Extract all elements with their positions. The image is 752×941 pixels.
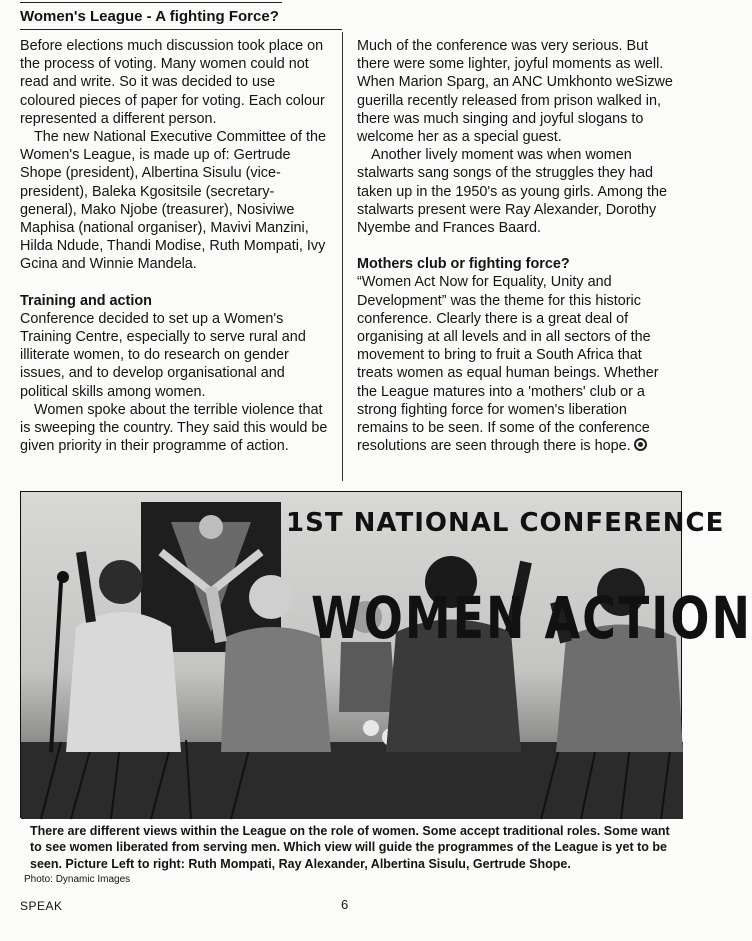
page-number: 6 — [341, 897, 349, 912]
microphone-icon — [57, 571, 69, 583]
banner-title: 1ST NATIONAL CONFERENCE — [286, 508, 725, 538]
paragraph: Another lively moment was when women stalwarts sang songs of the struggles they had taken up in the 1950's as young girls. Among the stalwarts present were Ray Alexander, Dorothy Nyembe and Frances Baard. — [357, 147, 667, 237]
photo-credit: Photo: Dynamic Images — [24, 874, 131, 885]
section-heading: Training and action — [20, 292, 152, 309]
section-heading: Mothers club or fighting force? — [357, 256, 570, 273]
paragraph — [357, 273, 679, 455]
left-column — [20, 37, 328, 455]
photo-caption: There are different views within the League on the role of women. Some accept traditional roles. Some want to see women liberated from serving men. Which view will guide the programmes of the League is yet to be seen. Picture Left to right: Ruth Mompati, Ray Alexander, Albertina Sisulu, Gertrude Shope. — [30, 824, 670, 871]
conference-photo — [20, 491, 752, 818]
paragraph: Much of the conference was very serious. But there were some lighter, joyful moments as well. When Marion Sparg, an ANC Umkhonto weSizwe guerilla recently released from prison walked in, there was much singing and joyful slogans to welcome her as a special guest. — [357, 38, 673, 146]
photo-illustration — [21, 492, 683, 819]
column-divider — [342, 32, 343, 481]
end-of-article-icon — [634, 438, 647, 451]
right-column — [357, 37, 679, 455]
paragraph-text: “Women Act Now for Equality, Unity and Development” was the theme for this historic conference. Clearly there is a great deal of organising at all levels and in all sectors of the movement to bring to fruit a South Africa that treats women as equal human beings. Whether the League matures into a 'mothers' club or a strong fighting force for women's liberation remains to be seen. If some of the conference resolutions are seen through there is hope. — [357, 274, 659, 455]
publication-name: SPEAK — [20, 899, 63, 913]
article-title: Women's League - A fighting Force? — [20, 8, 279, 25]
banner-slogan: WOMEN ACTION — [311, 584, 752, 652]
paragraph: Conference decided to set up a Women's Training Centre, especially to serve rural and illiterate women, to do research on gender issues, and to develop organisational and political skills among women. — [20, 310, 306, 400]
microphone-stand — [51, 582, 61, 752]
top-rule — [20, 2, 282, 3]
title-rule — [20, 29, 342, 30]
paragraph: Before elections much discussion took place on the process of voting. Many women could not read and write. So it was decided to use coloured pieces of paper for voting. Each colour represented a different person. — [20, 38, 325, 127]
paragraph: Women spoke about the terrible violence that is sweeping the country. They said this would be given priority in their programme of action. — [20, 401, 328, 455]
paragraph: The new National Executive Committee of the Women's League, is made up of: Gertrude Shope (president), Albertina Sisulu (vice-president), Baleka Kgositsile (secretary-general), Mako Njobe (treasurer), Nosiviwe Maphisa (national organiser), Mavivi Manzini, Hilda Ndude, Thandi Modise, Ruth Mompati, Ivy Gcina and Winnie Mandela. — [20, 129, 326, 273]
